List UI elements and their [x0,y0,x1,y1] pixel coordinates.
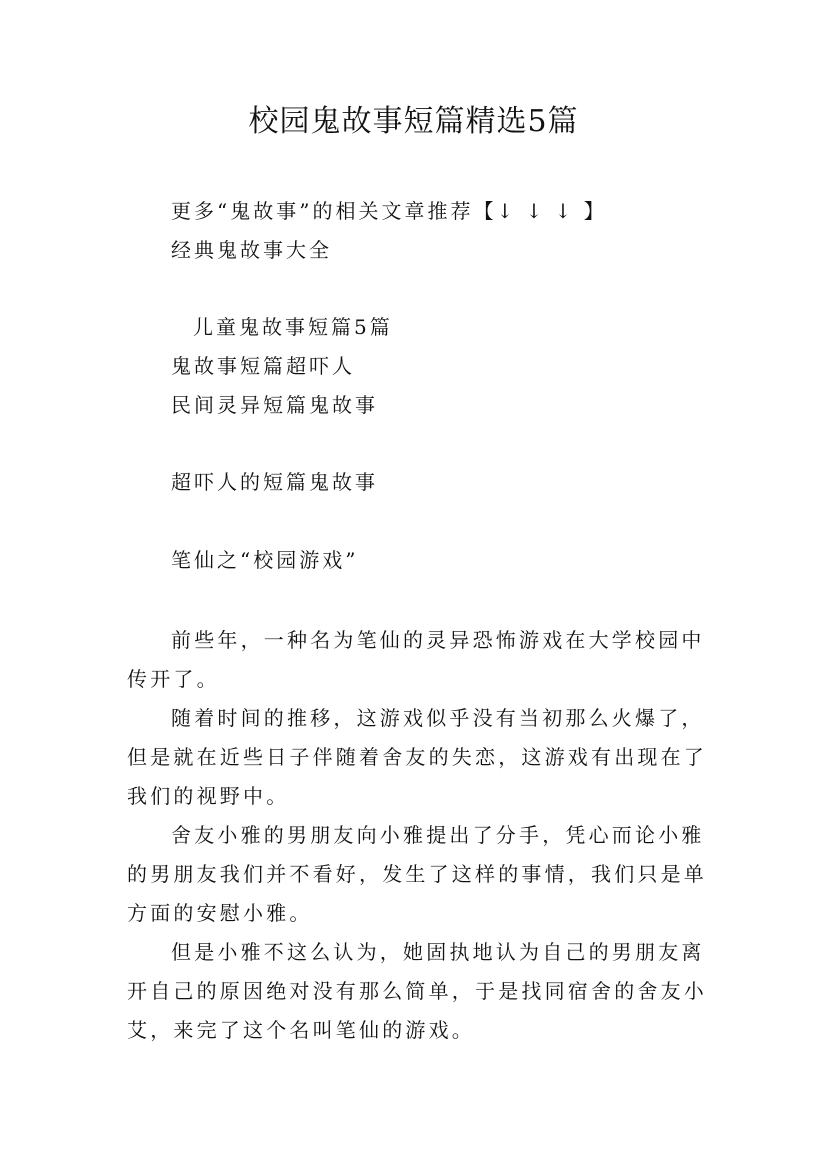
paragraph-1: 前些年，一种名为笔仙的灵异恐怖游戏在大学校园中传开了。 [127,628,705,691]
link-scary-short-stories[interactable]: 鬼故事短篇超吓人 [171,354,355,378]
link-very-scary-short-stories[interactable]: 超吓人的短篇鬼故事 [171,470,378,494]
recommend-line: 更多“鬼故事”的相关文章推荐【↓ ↓ ↓ 】 [171,199,607,223]
link-classic-ghost-stories[interactable]: 经典鬼故事大全 [171,238,332,262]
link-children-ghost-stories[interactable]: 儿童鬼故事短篇5篇 [193,315,393,339]
link-folk-supernatural-stories[interactable]: 民间灵异短篇鬼故事 [171,393,378,417]
section-heading: 笔仙之“校园游戏” [171,548,359,572]
paragraph-3: 舍友小雅的男朋友向小雅提出了分手，凭心而论小雅的男朋友我们并不看好，发生了这样的事情，我们只是单方面的安慰小雅。 [127,823,707,925]
paragraph-4: 但是小雅不这么认为，她固执地认为自己的男朋友离开自己的原因绝对没有那么简单，于是找同宿舍的舍友小艾，来完了这个名叫笔仙的游戏。 [127,940,707,1042]
paragraph-2: 随着时间的推移，这游戏似乎没有当初那么火爆了，但是就在近些日子伴随着舍友的失恋，这游戏有出现在了我们的视野中。 [127,706,707,808]
document-title: 校园鬼故事短篇精选5篇 [248,104,579,139]
